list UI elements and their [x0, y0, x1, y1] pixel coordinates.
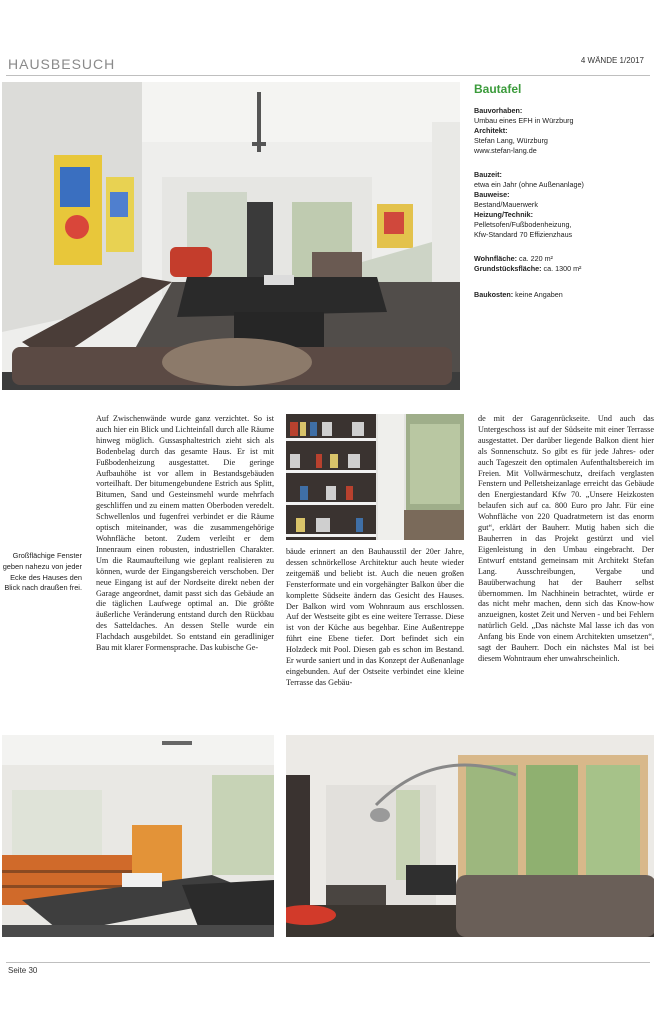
bauzeit-label: Bauzeit:	[474, 170, 502, 179]
section-label: HAUSBESUCH	[8, 56, 116, 72]
grundstueck-label: Grundstücksfläche:	[474, 264, 542, 273]
bauvorhaben-value: Umbau eines EFH in Würzburg	[474, 116, 574, 125]
heizung-value-line2: Kfw-Standard 70 Effizienzhaus	[474, 230, 573, 239]
article-column-3: de mit der Garagenrückseite. Und auch das Untergeschoss ist auf der Südseite mit einer Terrasse ausgestattet. Der darüber liegende Balkon dient hier als Sonnenschutz. So gibt es für jede Jahres- oder auch Tageszeit den optimalen Aufenthaltsbereich im Freien. Mit Vollwärmeschutz, dreifach verglasten Fenstern und Pelletsheizanlage erreicht das Gebäude den Energiestandard Kfw 70. „Unsere Heizkosten belaufen sich auf ca. 800 Euro pro Jahr. Für eine Wohnfläche von 220 Quadratmetern ist das enorm gut“, erklärt der Bauherr. Mutig haben sich die Bauherren in das Projekt gestürzt und viel Eigenleistung in den Umbau eingebracht. Der Entwurf entstand gemeinsam mit Architekt Stefan Lang. Ausschreibungen, Vergabe und Bauüberwachung hat der Bauherr selbst übernommen. Im Nachhinein betrachtet, würde er das nicht mehr machen, denn sich das Know-how anzueignen, kostet Zeit und Nerven - und bei Fehlern natürlich Geld. „Das nächste Mal lasse ich das von Anfang bis Ende von einem Architekten umsetzen“, sagt der Bauherr. Doch ein nächstes Mal ist bei diesem Wohntraum eher unwahrscheinlich.	[478, 414, 654, 663]
bauzeit-value: etwa ein Jahr (ohne Außenanlage)	[474, 180, 584, 189]
living-room-photo	[286, 735, 654, 937]
article-column-2: bäude erinnert an den Bauhausstil der 20er Jahre, dessen schnörkellose Architektur auch heute wieder zeitgemäß und beliebt ist. Auch die neuen großen Fensterformate und ein vorgehängter Balkon über die komplette Südseite ändern das Gesicht des Hauses. Der Balkon wird vom Wohnraum aus erschlossen. Auf der Westseite gibt es eine weitere Terrasse. Diese ist von der Küche aus begehbar. Eine Außentreppe führt eine Ebene tiefer. Dort befindet sich ein Holzdeck mit Pool. Diesen gab es schon im Bestand. Er wurde saniert und in das Konzept der Außenanlage eingebunden. Auf der Ostseite verbindet eine kleine Terrasse das Gebäu-	[286, 547, 464, 687]
library-photo	[286, 414, 464, 540]
article-column-1: Auf Zwischenwände wurde ganz verzichtet. So ist auch hier ein Blick und Lichteinfall durch alle Räume hinweg möglich. Gussasphaltestrich zieht sich als Bodenbelag durch das gesamte Haus. Er ist mit Fußbodenheizung ausgestattet. Die geringe Aufbauhöhe ist vor allem in Bestandsgebäuden vorteilhaft. Der bitumengebundene Estrich aus Splitt, Bitumen, Sand und Gesteinsmehl wurde mehrfach geschliffen und zu einem matten Oberboden veredelt. Schwellenlos und fugenfrei verbindet er die Räume optisch miteinander, was die zusammengehörige Wohnfläche betont. Zudem verleiht er dem Innenraum einen robusten, industriellen Charakter. Um die Raumaufteilung wie geplant realisieren zu können, wurde der Eingangsbereich verschoben. Der neue Eingang ist auf der Nordseite direkt neben der Garage angeordnet, damit passt sich das Gebäude an die täglichen Laufwege optimal an. Die größte äußerliche Veränderung entstand durch den Rückbau des Satteldaches. An dessen Stelle wurde ein Flachdach ausgebildet. So entstand ein geradliniger Bau mit klarer Formensprache. Das kubische Ge-	[96, 414, 274, 653]
page-number: Seite 30	[8, 966, 38, 975]
header-divider	[6, 75, 650, 76]
kitchen-photo	[2, 735, 274, 937]
hero-photo-living-room	[2, 82, 460, 390]
bautafel-group-project	[474, 106, 650, 156]
architekt-name: Stefan Lang, Würzburg	[474, 136, 548, 145]
baukosten-label: Baukosten:	[474, 290, 514, 299]
heizung-value-line1: Pelletsofen/Fußbodenheizung,	[474, 220, 572, 229]
bautafel-group-construction	[474, 170, 650, 240]
bautafel-title: Bautafel	[474, 82, 522, 96]
issue-label: 4 WÄNDE 1/2017	[580, 56, 644, 65]
grundstueck-value: ca. 1300 m²	[543, 264, 582, 273]
wohnflaeche-value: ca. 220 m²	[519, 254, 553, 263]
bauweise-label: Bauweise:	[474, 190, 510, 199]
footer-divider	[6, 962, 650, 963]
baukosten-value: keine Angaben	[515, 290, 563, 299]
architekt-label: Architekt:	[474, 126, 508, 135]
wohnflaeche-label: Wohnfläche:	[474, 254, 517, 263]
bautafel-group-area	[474, 254, 650, 274]
bauweise-value: Bestand/Mauerwerk	[474, 200, 538, 209]
heizung-label: Heizung/Technik:	[474, 210, 533, 219]
photo-caption: Großflächige Fenster geben nahezu von jeder Ecke des Hauses den Blick nach draußen frei.	[2, 551, 82, 593]
bautafel-panel	[474, 84, 650, 300]
architekt-website: www.stefan-lang.de	[474, 146, 537, 155]
bauvorhaben-label: Bauvorhaben:	[474, 106, 523, 115]
